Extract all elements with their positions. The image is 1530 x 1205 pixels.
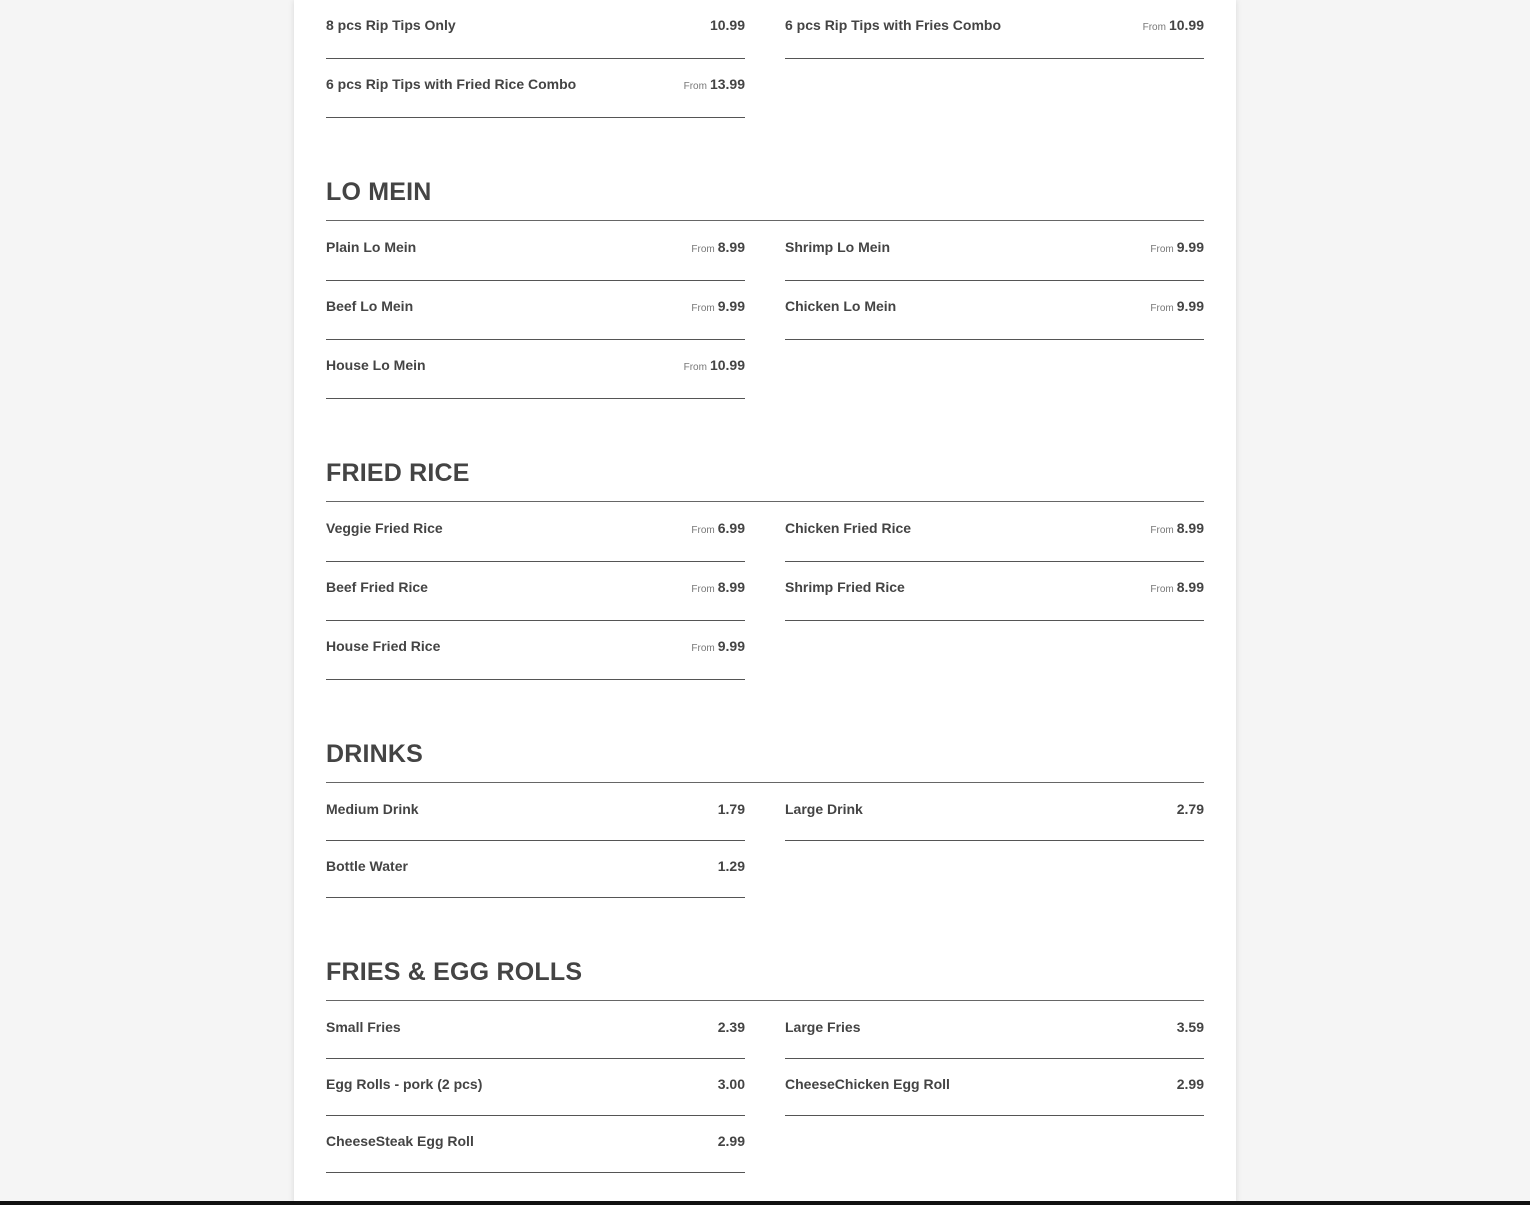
item-price	[1150, 519, 1204, 540]
from-label: From	[683, 81, 707, 92]
from-label: From	[1150, 303, 1174, 314]
price-value: 1.79	[717, 801, 745, 817]
price-value: 9.99	[1176, 298, 1204, 314]
section-title: LO MEIN	[326, 178, 432, 206]
item-price	[691, 519, 745, 540]
menu-item[interactable]	[785, 562, 1204, 621]
price-value: 13.99	[709, 76, 745, 92]
item-price	[684, 75, 745, 96]
price-value: 2.79	[1176, 801, 1204, 817]
item-price	[718, 1075, 745, 1093]
price-value: 1.29	[717, 858, 745, 874]
from-label: From	[691, 584, 715, 595]
menu-item[interactable]	[326, 221, 745, 281]
menu-item[interactable]	[785, 221, 1204, 281]
section-title: FRIED RICE	[326, 459, 470, 487]
menu-item[interactable]	[326, 340, 745, 399]
price-value: 10.99	[709, 17, 745, 33]
item-name: Beef Fried Rice	[326, 579, 428, 595]
menu-item[interactable]	[785, 783, 1204, 841]
item-price	[691, 238, 745, 259]
item-name: Veggie Fried Rice	[326, 520, 443, 536]
item-name: House Fried Rice	[326, 638, 441, 654]
menu-item[interactable]	[326, 562, 745, 621]
price-value: 2.99	[1176, 1076, 1204, 1092]
item-price	[710, 16, 745, 34]
item-name: Medium Drink	[326, 801, 419, 817]
item-price	[1143, 16, 1204, 37]
price-value: 8.99	[1176, 579, 1204, 595]
price-value: 9.99	[717, 298, 745, 314]
menu-item[interactable]	[326, 1059, 745, 1116]
item-name: Shrimp Fried Rice	[785, 579, 905, 595]
item-name: House Lo Mein	[326, 357, 426, 373]
item-price	[1177, 800, 1204, 818]
item-price	[1150, 578, 1204, 599]
from-label: From	[691, 303, 715, 314]
price-value: 10.99	[709, 357, 745, 373]
price-value: 8.99	[1176, 520, 1204, 536]
section-title: FRIES & EGG ROLLS	[326, 958, 583, 986]
menu-item[interactable]	[785, 1059, 1204, 1116]
menu-item[interactable]	[326, 0, 745, 59]
menu-item[interactable]	[326, 841, 745, 898]
price-value: 10.99	[1168, 17, 1204, 33]
price-value: 9.99	[1176, 239, 1204, 255]
item-price	[718, 1132, 745, 1150]
item-price	[718, 800, 745, 818]
from-label: From	[1150, 244, 1174, 255]
bottom-bar	[0, 1201, 1530, 1205]
price-value: 2.99	[717, 1133, 745, 1149]
item-name: Chicken Lo Mein	[785, 298, 897, 314]
item-name: CheeseChicken Egg Roll	[785, 1076, 950, 1092]
menu-item[interactable]	[326, 1001, 745, 1059]
from-label: From	[1142, 22, 1166, 33]
menu-item[interactable]	[326, 502, 745, 562]
item-price	[1150, 238, 1204, 259]
price-value: 3.59	[1176, 1019, 1204, 1035]
item-price	[691, 637, 745, 658]
item-price	[1177, 1018, 1204, 1036]
item-price	[684, 356, 745, 377]
item-name: 6 pcs Rip Tips with Fried Rice Combo	[326, 76, 577, 92]
item-name: Egg Rolls - pork (2 pcs)	[326, 1076, 483, 1092]
item-name: Large Drink	[785, 801, 863, 817]
section-title: DRINKS	[326, 740, 424, 768]
item-name: CheeseSteak Egg Roll	[326, 1133, 474, 1149]
item-name: Shrimp Lo Mein	[785, 239, 890, 255]
item-price	[718, 1018, 745, 1036]
item-name: Beef Lo Mein	[326, 298, 414, 314]
price-value: 6.99	[717, 520, 745, 536]
menu-card	[294, 0, 1236, 1205]
from-label: From	[1150, 525, 1174, 536]
item-name: Small Fries	[326, 1019, 401, 1035]
item-price	[718, 857, 745, 875]
menu-item[interactable]	[326, 281, 745, 340]
menu-item[interactable]	[785, 1001, 1204, 1059]
price-value: 9.99	[717, 638, 745, 654]
item-name: Large Fries	[785, 1019, 861, 1035]
item-name: 6 pcs Rip Tips with Fries Combo	[785, 17, 1001, 33]
price-value: 3.00	[717, 1076, 745, 1092]
price-value: 8.99	[717, 579, 745, 595]
from-label: From	[691, 525, 715, 536]
menu-item[interactable]	[326, 59, 745, 118]
item-price	[691, 578, 745, 599]
menu-item[interactable]	[326, 783, 745, 841]
price-value: 8.99	[717, 239, 745, 255]
item-name: Chicken Fried Rice	[785, 520, 912, 536]
from-label: From	[691, 643, 715, 654]
item-name: 8 pcs Rip Tips Only	[326, 17, 456, 33]
item-price	[691, 297, 745, 318]
from-label: From	[683, 362, 707, 373]
from-label: From	[691, 244, 715, 255]
item-price	[1150, 297, 1204, 318]
menu-item[interactable]	[785, 281, 1204, 340]
menu-item[interactable]	[785, 0, 1204, 59]
item-price	[1177, 1075, 1204, 1093]
from-label: From	[1150, 584, 1174, 595]
item-name: Bottle Water	[326, 858, 408, 874]
item-name: Plain Lo Mein	[326, 239, 417, 255]
menu-item[interactable]	[785, 502, 1204, 562]
menu-item[interactable]	[326, 1116, 745, 1173]
menu-item[interactable]	[326, 621, 745, 680]
price-value: 2.39	[717, 1019, 745, 1035]
